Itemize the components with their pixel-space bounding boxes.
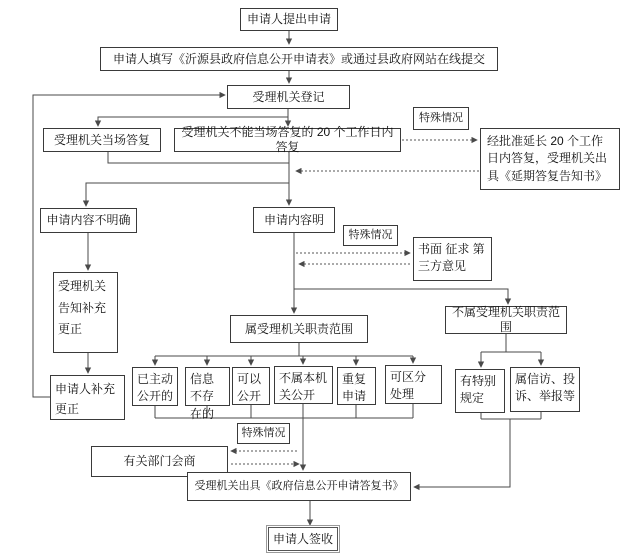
- node-applicant-supplement: 申请人补充更正: [50, 375, 125, 420]
- node-info-nonexistent: 信息不存在的: [185, 367, 230, 406]
- node-notify-supplement-correction: 受理机关告知补充更正: [53, 272, 118, 353]
- node-fill-application-form: 申请人填写《沂源县政府信息公开申请表》或通过县政府网站在线提交: [100, 47, 498, 71]
- node-separable-handling: 可区分处理: [385, 365, 442, 404]
- dashed-connectors: [231, 140, 479, 464]
- node-content-unclear: 申请内容不明确: [40, 208, 137, 233]
- node-applicant-sign-receive: 申请人签收: [268, 527, 338, 551]
- node-content-clear: 申请内容明: [253, 207, 335, 233]
- node-accepting-organ-register: 受理机关登记: [227, 85, 350, 109]
- node-issue-reply-letter: 受理机关出具《政府信息公开申请答复书》: [187, 472, 411, 501]
- node-petition-complaint: 属信访、投诉、举报等: [510, 367, 580, 412]
- node-reply-on-spot: 受理机关当场答复: [43, 128, 161, 152]
- node-repeat-application: 重复申请: [337, 367, 376, 405]
- node-within-duty-scope: 属受理机关职责范围: [230, 315, 368, 343]
- label-special-case-1: 特殊情况: [413, 107, 469, 130]
- node-already-public: 已主动公开的: [132, 367, 178, 406]
- node-can-be-public: 可以公开: [232, 367, 270, 405]
- node-applicant-submit: 申请人提出申请: [240, 8, 338, 31]
- label-special-case-2: 特殊情况: [343, 225, 398, 246]
- node-special-provisions: 有特别规定: [455, 369, 505, 413]
- node-extension-notice: 经批准延长 20 个工作日内答复，受理机关出具《延期答复告知书》: [480, 128, 620, 190]
- label-special-case-3: 特殊情况: [237, 423, 290, 444]
- node-department-consultation: 有关部门会商: [91, 446, 228, 477]
- node-reply-within-20-days: 受理机关不能当场答复的 20 个工作日内答复: [174, 128, 401, 152]
- node-not-this-organ: 不属本机关公开: [274, 366, 333, 404]
- node-third-party-opinion: 书面 征求 第三方意见: [413, 237, 492, 281]
- node-outside-duty-scope: 不属受理机关职责范围: [445, 306, 567, 334]
